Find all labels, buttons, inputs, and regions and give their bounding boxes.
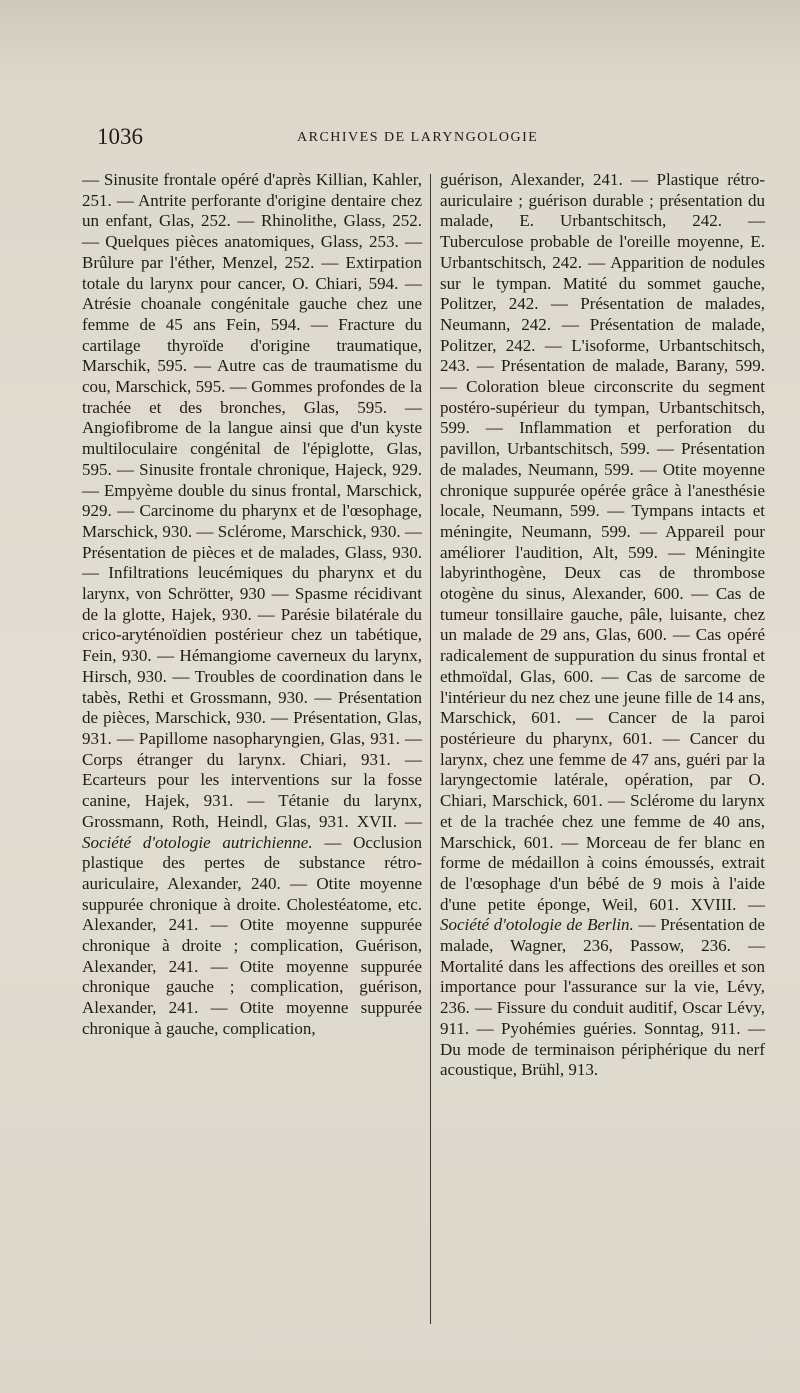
section-xvii-dash: — xyxy=(396,811,422,831)
right-entries-2: — Présentation de malade, Wagner, 236, Passow, 236. — Mortalité dans les affections des oreilles et son importance pour l'assurance sur la vie, Lévy, 236. — Fissure du conduit auditif, Oscar Lévy, 911. — Pyohémies guéries. Sonntag, 911. — Du mode de terminaison périphérique du nerf acoustique, Brühl, 913. xyxy=(440,915,765,1080)
left-column xyxy=(82,170,422,1040)
column-divider xyxy=(430,174,431,1324)
section-xvii-title: Société d'otologie autrichienne. xyxy=(82,832,313,852)
left-entries-1: — Sinusite frontale opéré d'après Killian, Kahler, 251. — Antrite perforante d'origine dentaire chez un enfant, Glas, 252. — Rhinolithe, Glass, 252. — Quelques pièces anatomiques, Glass, 253. — Brûlure par l'éther, Menzel, 252. — Extirpation totale du larynx pour cancer, O. Chiari, 594. — Atrésie choanale congénitale gauche chez une femme de 45 ans Fein, 594. — Fracture du cartilage thyroïde d'origine traumatique, Marschik, 595. — Autre cas de traumatisme du cou, Marschick, 595. — Gommes profondes de la trachée et des bronches, Glas, 595. — Angiofibrome de la langue ainsi que d'un kyste multiloculaire congénital de l'épiglotte, Glas, 595. — Sinusite frontale chronique, Hajeck, 929. — Empyème double du sinus frontal, Marschick, 929. — Carcinome du pharynx et de l'œsophage, Marschick, 930. — Sclérome, Marschick, 930. — Présentation de pièces et de malades, Glass, 930. — Infiltrations leucémiques du pharynx et du larynx, von Schrötter, 930 — Spasme récidivant de la glotte, Hajek, 930. — Parésie bilatérale du crico-aryténoïdien postérieur chez un tabétique, Fein, 930. — Hémangiome caverneux du larynx, Hirsch, 930. — Troubles de coordination dans le tabès, Rethi et Grossmann, 930. — Présentation de pièces, Marschick, 930. — Présentation, Glas, 931. — Papillome nasopharyngien, Glas, 931. — Corps étranger du larynx. Chiari, 931. — Ecarteurs pour les interventions sur la fosse canine, Hajek, 931. — Tétanie du larynx, Grossmann, Roth, Heindl, Glas, 931. xyxy=(82,170,422,831)
page-number: 1036 xyxy=(97,124,143,149)
page-header xyxy=(97,124,737,154)
section-xvii-number: XVII. xyxy=(356,811,397,831)
section-xviii-dash: — xyxy=(736,894,766,914)
section-xviii-title: Société d'otologie de Berlin. xyxy=(440,915,634,935)
left-column-text xyxy=(82,170,422,1040)
right-column-text xyxy=(440,170,765,1081)
left-entries-2: — Occlusion plastique des pertes de substance rétro-auriculaire, Alexander, 240. — Otite moyenne suppurée chronique à droite. Cholestéatome, etc. Alexander, 241. — Otite moyenne suppurée chronique à droite ; complication, Guérison, Alexander, 241. — Otite moyenne suppurée chronique gauche ; complication, guérison, Alexander, 241. — Otite moyenne suppurée chronique à gauche, complication, xyxy=(82,832,422,1038)
running-title: ARCHIVES DE LARYNGOLOGIE xyxy=(297,130,539,145)
section-xviii-number: XVIII. xyxy=(690,894,737,914)
right-entries-1: guérison, Alexander, 241. — Plastique rétro-auriculaire ; guérison durable ; présentation du malade, E. Urbantschitsch, 242. — Tuberculose probable de l'oreille moyenne, E. Urbantschitsch, 242. — Apparition de nodules sur le tympan. Matité du sommet gauche, Politzer, 242. — Présentation de malades, Neumann, 242. — Présentation de malade, Politzer, 242. — L'isoforme, Urbantschitsch, 243. — Présentation de malade, Barany, 599. — Coloration bleue circonscrite du segment postéro-supérieur du tympan, Urbantschitsch, 599. — Inflammation et perforation du pavillon, Urbantschitsch, 599. — Présentation de malades, Neumann, 599. — Otite moyenne chronique suppurée opérée grâce à l'anesthésie locale, Neumann, 599. — Tympans intacts et méningite, Neumann, 599. — Appareil pour améliorer l'audition, Alt, 599. — Méningite labyrinthogène, Deux cas de thrombose otogène du sinus, Alexander, 600. — Cas de tumeur tonsillaire gauche, pâle, luisante, chez un malade de 29 ans, Glas, 600. — Cas opéré radicalement de suppuration du sinus frontal et ethmoïdal, Glas, 600. — Cas de sarcome de l'intérieur du nez chez une jeune fille de 14 ans, Marschick, 601. — Cancer de la paroi postérieure du pharynx, 601. — Cancer du larynx, chez une femme de 47 ans, guéri par la laryngectomie latérale, opération, par O. Chiari, Marschick, 601. — Sclérome du larynx et de la trachée chez une femme de 40 ans, Marschick, 601. — Morceau de fer blanc en forme de médaillon à coins émoussés, extrait de l'œsophage d'un bébé de 9 mois à l'aide d'une petite éponge, Weil, 601. xyxy=(440,170,765,914)
right-column xyxy=(440,170,765,1081)
